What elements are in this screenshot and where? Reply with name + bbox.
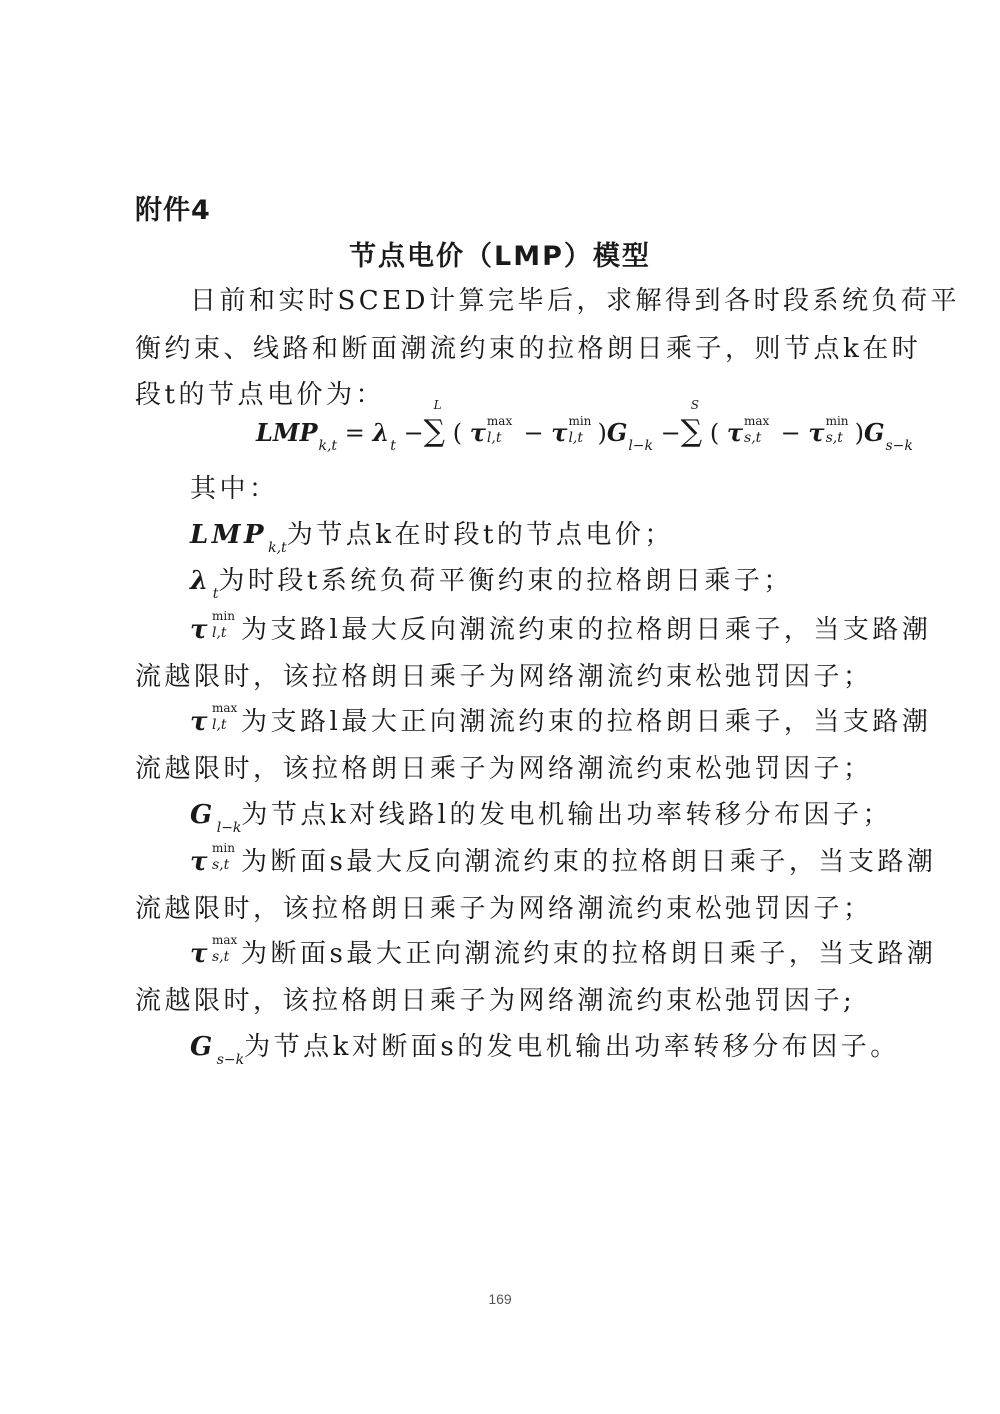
def-tau-s-min-symbol: τ bbox=[190, 847, 211, 877]
def-tau-l-max-sub: l,t bbox=[212, 717, 227, 733]
def-tau-l-max bbox=[190, 701, 932, 738]
formula-lambda: λ bbox=[372, 418, 390, 447]
def-tau-l-min-sup: min bbox=[212, 609, 235, 623]
where-label: 其中： bbox=[190, 474, 279, 504]
def-g-s-text: 为节点k对断面s的发电机输出功率转移分布因子。 bbox=[244, 1032, 900, 1062]
def-tau-l-max-text: 为支路l最大正向潮流约束的拉格朗日乘子，当支路潮 bbox=[241, 707, 932, 737]
page-number: 169 bbox=[488, 1291, 512, 1307]
def-tau-s-min bbox=[190, 841, 937, 878]
formula-tau-l-min-sup: min bbox=[568, 413, 592, 428]
def-tau-s-min-sub: s,t bbox=[212, 857, 230, 873]
sum-1-upper: L bbox=[433, 398, 442, 412]
def-lmp-symbol: LMP bbox=[190, 520, 268, 550]
formula-tau-l-max-sup: max bbox=[486, 413, 513, 428]
sum-sign-2: ∑ S bbox=[680, 398, 703, 449]
def-lmp-sub: k,t bbox=[268, 540, 287, 556]
def-lmp bbox=[190, 520, 674, 556]
def-tau-l-min-text: 为支路l最大反向潮流约束的拉格朗日乘子，当支路潮 bbox=[241, 615, 932, 645]
formula-g-l-sub: l−k bbox=[628, 438, 654, 454]
formula-tau-s-max: τ bbox=[726, 418, 744, 447]
def-tau-s-max-symbol: τ bbox=[190, 939, 211, 969]
def-lambda-symbol: λ bbox=[190, 566, 212, 596]
def-g-s-symbol: G bbox=[190, 1032, 216, 1062]
intro-line-1: 日前和实时SCED计算完毕后，求解得到各时段系统负荷平 bbox=[190, 286, 961, 316]
def-tau-l-max-symbol: τ bbox=[190, 707, 211, 737]
formula-lmp: LMP bbox=[256, 418, 318, 447]
sum-2-upper: S bbox=[690, 398, 700, 412]
def-lambda bbox=[190, 566, 793, 602]
formula-tau-l-min-sub: l,t bbox=[568, 429, 584, 446]
page-title: 节点电价（LMP）模型 bbox=[349, 241, 651, 272]
formula-tau-s-max-sup: max bbox=[744, 413, 770, 428]
formula-g-l: G bbox=[606, 418, 628, 447]
def-tau-l-max-sup: max bbox=[212, 701, 238, 715]
formula-lambda-sub: t bbox=[390, 438, 396, 454]
formula-tau-l-max-sub: l,t bbox=[486, 429, 502, 446]
lmp-formula: $LMP_{k,t} = \lambda_t$ −∑ L ( τ max l,t − τ min l,t )$G_{l-k}$ −∑ S ( τ max s,t − τ min s,t )$G_{s-k}$ bbox=[256, 398, 913, 454]
formula-tau-s-min: τ bbox=[808, 418, 825, 447]
formula-tau-s-min-sup: min bbox=[825, 413, 849, 428]
def-lambda-sub: t bbox=[212, 586, 219, 602]
def-g-l-symbol: G bbox=[190, 800, 216, 830]
def-g-s-sub: s−k bbox=[216, 1052, 245, 1068]
def-tau-s-min-sup: min bbox=[212, 841, 235, 855]
def-tau-l-min-sub: l,t bbox=[212, 625, 227, 641]
def-tau-l-max-cont: 流越限时，该拉格朗日乘子为网络潮流约束松弛罚因子； bbox=[135, 754, 873, 784]
def-tau-s-max-sub: s,t bbox=[212, 949, 230, 965]
def-tau-s-min-cont: 流越限时，该拉格朗日乘子为网络潮流约束松弛罚因子； bbox=[135, 894, 873, 924]
def-tau-s-max-text: 为断面s最大正向潮流约束的拉格朗日乘子，当支路潮 bbox=[241, 939, 937, 969]
def-g-l bbox=[190, 800, 892, 836]
formula-lmp-sub: k,t bbox=[318, 438, 338, 454]
intro-line-3: 段t的节点电价为： bbox=[135, 380, 385, 410]
def-lambda-text: 为时段t系统负荷平衡约束的拉格朗日乘子； bbox=[218, 566, 793, 596]
def-tau-s-max-cont: 流越限时，该拉格朗日乘子为网络潮流约束松弛罚因子; bbox=[135, 986, 856, 1016]
def-tau-s-max-sup: max bbox=[212, 933, 238, 947]
def-tau-s-max bbox=[190, 933, 937, 970]
formula-tau-s-min-sub: s,t bbox=[825, 429, 843, 446]
def-lmp-text: 为节点k在时段t的节点电价； bbox=[286, 520, 674, 550]
formula-tau-s-max-sub: s,t bbox=[744, 429, 762, 446]
def-g-s bbox=[190, 1032, 900, 1068]
intro-line-2: 衡约束、线路和断面潮流约束的拉格朗日乘子，则节点k在时 bbox=[135, 334, 922, 364]
formula-tau-l-max: τ bbox=[469, 418, 486, 447]
def-tau-l-min-symbol: τ bbox=[190, 615, 211, 645]
formula-tau-l-min: τ bbox=[551, 418, 568, 447]
sum-sign-1: ∑ L bbox=[423, 398, 446, 449]
def-tau-l-min bbox=[190, 609, 932, 646]
def-g-l-text: 为节点k对线路l的发电机输出功率转移分布因子； bbox=[241, 800, 892, 830]
def-tau-s-min-text: 为断面s最大反向潮流约束的拉格朗日乘子，当支路潮 bbox=[241, 847, 937, 877]
annex-label: 附件4 bbox=[135, 195, 211, 226]
formula-g-s-sub: s−k bbox=[885, 438, 913, 454]
def-g-l-sub: l−k bbox=[216, 820, 242, 836]
def-tau-l-min-cont: 流越限时，该拉格朗日乘子为网络潮流约束松弛罚因子； bbox=[135, 662, 873, 692]
formula-g-s: G bbox=[863, 418, 885, 447]
